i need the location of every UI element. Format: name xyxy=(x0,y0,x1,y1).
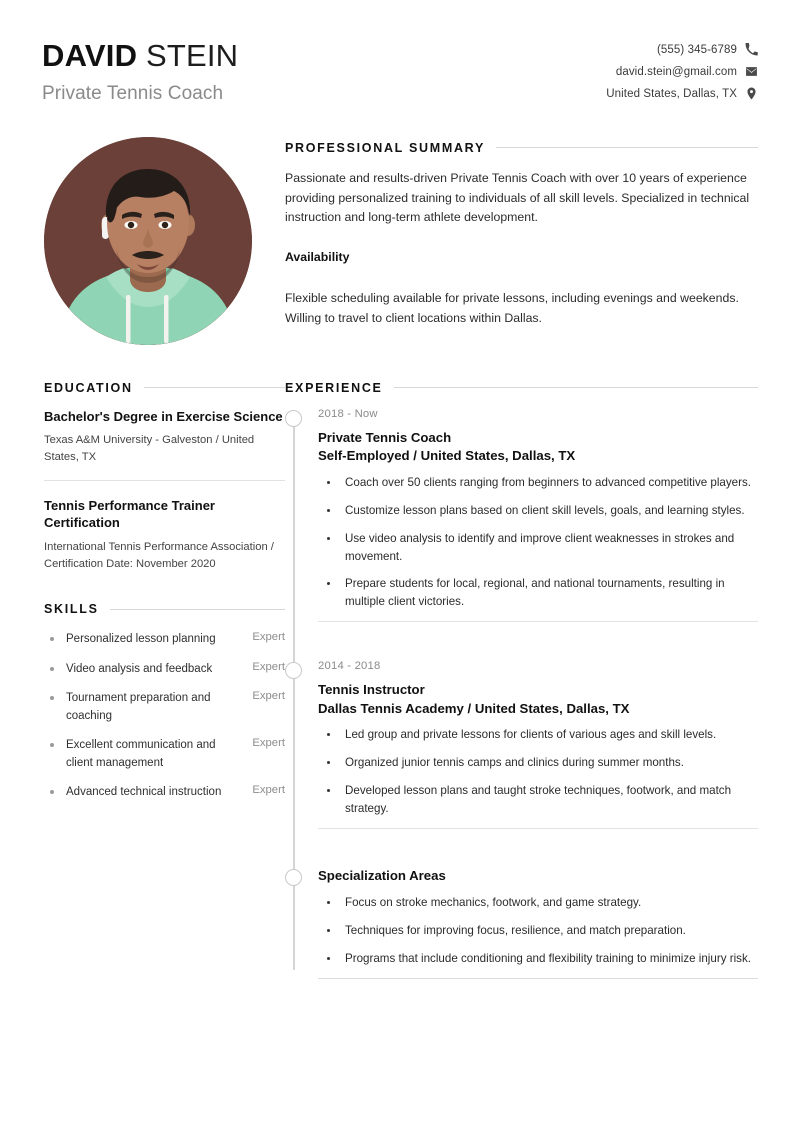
skill-level: Expert xyxy=(252,690,285,703)
bullet-item: • Techniques for improving focus, resilience, and match preparation. xyxy=(340,922,758,940)
contact-phone-text: (555) 345-6789 xyxy=(656,43,737,56)
summary-column xyxy=(285,137,758,345)
summary-body xyxy=(285,169,758,330)
bullet-item: • Prepare students for local, regional, and national tournaments, resulting in multiple client victories. xyxy=(340,575,758,611)
experience-item xyxy=(318,408,758,661)
experience-org: Dallas Tennis Academy / United States, Dallas, TX xyxy=(318,700,630,716)
experience-role: Specialization Areas xyxy=(318,868,446,884)
contact-email-text: david.stein@gmail.com xyxy=(615,65,737,78)
experience-date: 2018 - Now xyxy=(318,407,378,420)
availability-paragraph: Flexible scheduling available for private lessons, including evenings and weekends. Willing to travel to client locations within Dallas. xyxy=(285,291,739,326)
timeline-dot-icon xyxy=(285,662,302,679)
phone-icon xyxy=(745,43,758,56)
experience-timeline xyxy=(285,408,758,999)
timeline-line xyxy=(293,416,295,970)
bullet-item: • Use video analysis to identify and improve client weaknesses in strokes and movement. xyxy=(340,530,758,566)
summary-heading: PROFESSIONAL SUMMARY xyxy=(285,140,485,155)
resume-body xyxy=(42,381,758,999)
skills-list xyxy=(44,628,285,810)
resume-header xyxy=(42,34,758,105)
avatar xyxy=(44,137,252,345)
list-item xyxy=(44,781,285,810)
experience-org: Self-Employed / United States, Dallas, TX xyxy=(318,448,576,464)
bullet-icon xyxy=(50,790,54,794)
skill-name: Tournament preparation and coaching xyxy=(66,692,211,722)
skills-section-header xyxy=(44,602,285,616)
first-name: DAVID xyxy=(42,38,138,73)
experience-role: Private Tennis Coach xyxy=(318,429,452,445)
left-column xyxy=(42,381,285,999)
experience-role: Tennis Instructor xyxy=(318,682,425,698)
experience-heading: EXPERIENCE xyxy=(285,380,383,395)
divider xyxy=(318,978,758,979)
bullet-icon xyxy=(50,743,54,747)
education-section-header xyxy=(44,381,285,395)
section-rule xyxy=(144,387,285,388)
timeline-dot-icon xyxy=(285,410,302,427)
experience-bullets xyxy=(318,894,758,968)
timeline-dot-icon xyxy=(285,869,302,886)
list-item xyxy=(44,628,285,657)
divider xyxy=(318,621,758,622)
education-heading: EDUCATION xyxy=(44,380,133,395)
summary-section-header xyxy=(285,141,758,155)
bullet-item: • Led group and private lessons for clients of various ages and skill levels. xyxy=(340,726,758,744)
education-item xyxy=(44,480,285,587)
bullet-icon xyxy=(50,667,54,671)
right-column xyxy=(285,381,758,999)
experience-section-header xyxy=(285,381,758,395)
skill-name: Personalized lesson planning xyxy=(66,633,216,646)
education-degree: Bachelor's Degree in Exercise Science xyxy=(44,408,283,424)
education-meta: Texas A&M University - Galveston / United States, TX xyxy=(44,434,255,463)
education-item xyxy=(44,408,285,480)
photo-summary-section xyxy=(42,137,758,345)
experience-date: 2014 - 2018 xyxy=(318,660,381,673)
skill-name: Video analysis and feedback xyxy=(66,662,213,675)
experience-bullets xyxy=(318,474,758,612)
education-meta: International Tennis Performance Association / Certification Date: November 2020 xyxy=(44,540,274,570)
summary-paragraph: Passionate and results-driven Private Tennis Coach with over 10 years of experience providing personalized training to individuals of all skill levels. Specialized in technical instruction and long-term athlete development. xyxy=(285,170,750,225)
education-degree: Tennis Performance Trainer Certification xyxy=(44,497,215,531)
bullet-item: • Focus on stroke mechanics, footwork, and game strategy. xyxy=(340,894,758,912)
skill-level: Expert xyxy=(252,631,285,644)
bullet-item: • Customize lesson plans based on client skill levels, goals, and learning styles. xyxy=(340,502,758,520)
experience-item xyxy=(318,660,758,867)
bullet-icon xyxy=(50,696,54,700)
contact-email[interactable] xyxy=(616,65,758,78)
photo-column xyxy=(42,137,285,345)
education-list xyxy=(44,408,285,587)
skill-level: Expert xyxy=(252,784,285,797)
section-rule xyxy=(110,609,285,610)
email-icon xyxy=(745,65,758,78)
skills-heading: SKILLS xyxy=(44,602,99,617)
list-item xyxy=(44,687,285,734)
skill-name: Advanced technical instruction xyxy=(66,786,222,799)
skill-level: Expert xyxy=(252,660,285,673)
section-rule xyxy=(394,387,758,388)
name-block xyxy=(42,34,238,105)
contact-phone[interactable] xyxy=(657,43,758,56)
contact-location[interactable] xyxy=(606,87,758,100)
profile-photo-illustration xyxy=(44,137,252,345)
availability-subheading: Availability xyxy=(285,250,350,265)
location-pin-icon xyxy=(745,87,758,100)
job-title: Private Tennis Coach xyxy=(42,82,224,104)
bullet-item: • Developed lesson plans and taught stroke techniques, footwork, and match strategy. xyxy=(340,782,758,818)
bullet-icon xyxy=(50,637,54,641)
bullet-item: • Programs that include conditioning and flexibility training to minimize injury risk. xyxy=(340,950,758,968)
last-name: STEIN xyxy=(145,38,239,73)
section-rule xyxy=(496,147,758,148)
skill-level: Expert xyxy=(252,737,285,750)
experience-bullets xyxy=(318,726,758,818)
experience-item xyxy=(318,867,758,998)
divider xyxy=(318,828,758,829)
bullet-item: • Organized junior tennis camps and clinics during summer months. xyxy=(340,754,758,772)
list-item xyxy=(44,658,285,687)
skill-name: Excellent communication and client management xyxy=(66,739,216,769)
list-item xyxy=(44,734,285,781)
bullet-item: • Coach over 50 clients ranging from beginners to advanced competitive players. xyxy=(340,474,758,492)
page-title xyxy=(42,38,238,74)
contact-location-text: United States, Dallas, TX xyxy=(606,87,737,100)
contact-block xyxy=(606,34,758,100)
